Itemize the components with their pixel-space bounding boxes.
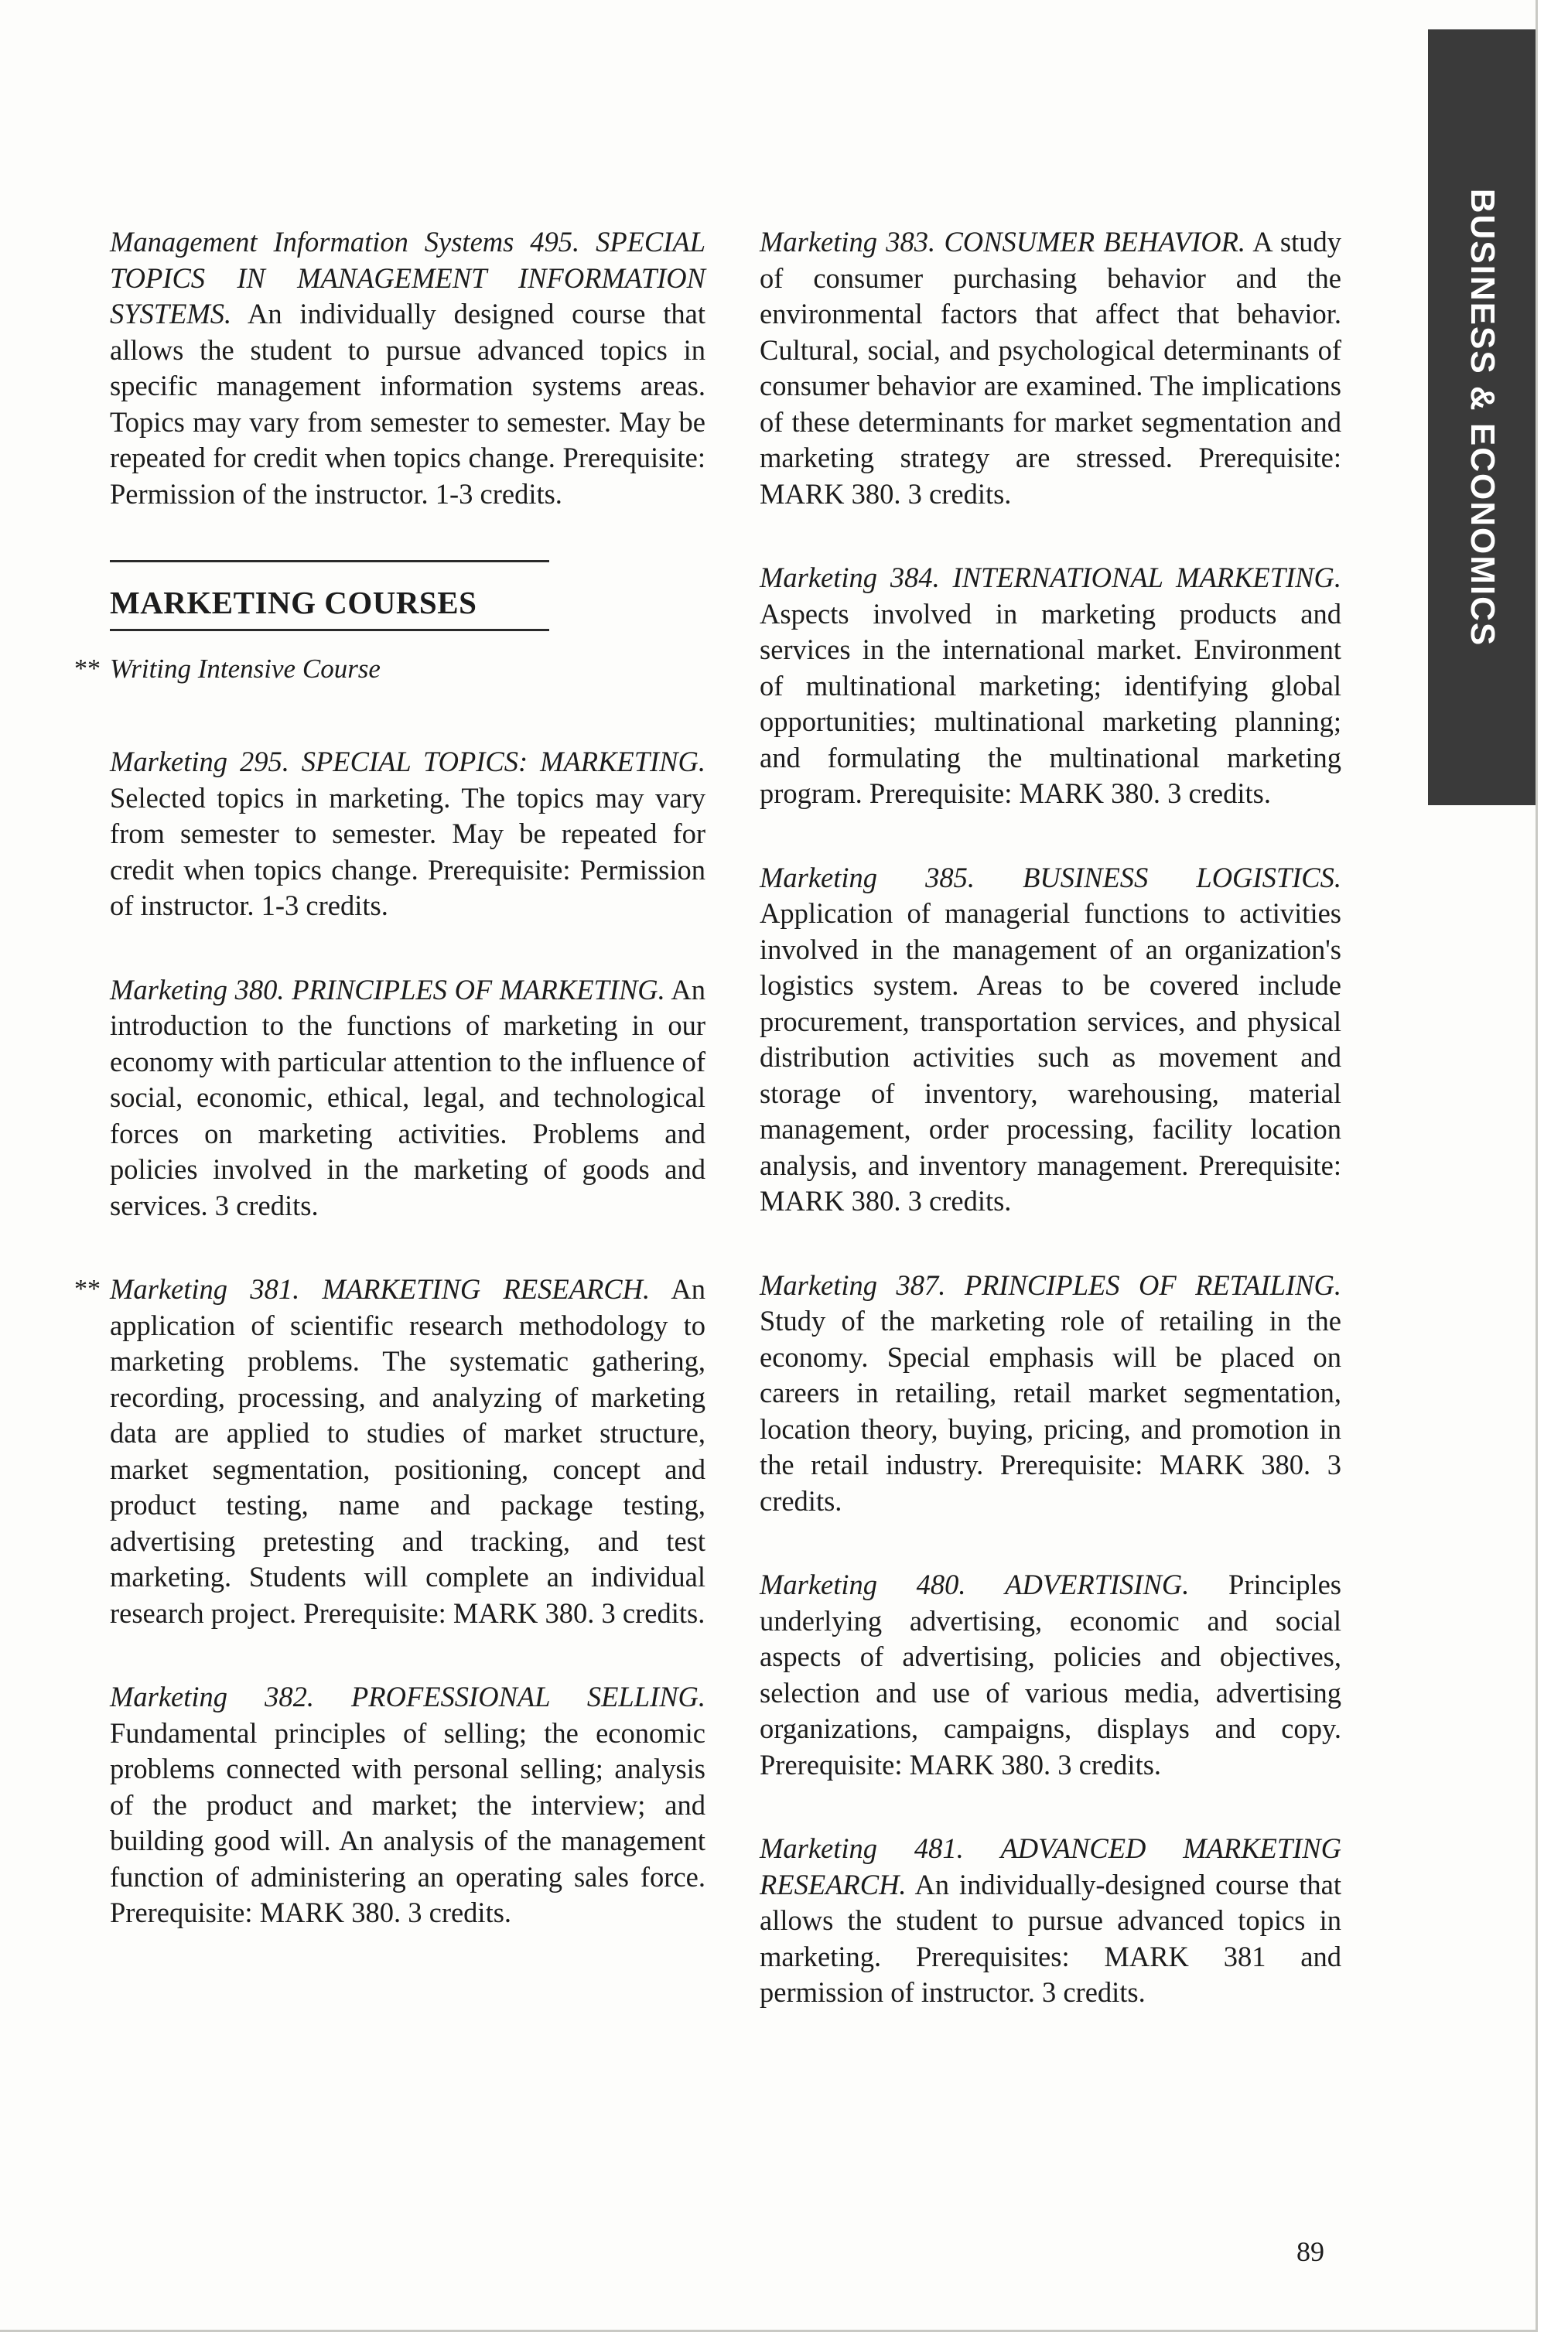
course-number: Marketing 383. xyxy=(760,226,936,258)
course-description: Application of managerial functions to activities involved in the management of an organization's logistics system. Areas to be covered include procurement, transportation services, and physical distribution activities such as movement and storage of inventory, warehousing, material management, order processing, facility location analysis, and inventory management. Prerequisite: MARK 380. 3 credits. xyxy=(760,897,1341,1217)
right-column xyxy=(760,224,1341,2059)
course-number: Marketing 387. xyxy=(760,1269,946,1301)
section-header xyxy=(110,560,549,631)
course-title: INTERNATIONAL MARKETING. xyxy=(952,562,1341,593)
course-description: A study of consumer purchasing behavior and the environmental factors that affect that behavior. Cultural, social, and psychological determinants of consumer behavior are examined. The implications of these determinants for market segmentation and marketing strategy are stressed. Prerequisite: MARK 380. 3 credits. xyxy=(760,226,1341,510)
course-title: PRINCIPLES OF MARKETING. xyxy=(292,973,665,1006)
page-number: 89 xyxy=(1296,2236,1324,2267)
double-asterisk-marker: ** xyxy=(74,654,101,683)
course-title: BUSINESS LOGISTICS. xyxy=(1023,861,1341,893)
course-description: Selected topics in marketing. The topics may vary from semester to semester. May be repeated for credit when topics change. Prerequisite: Permission of instructor. 1-3 credits. xyxy=(110,781,705,921)
course-entry-mark-382 xyxy=(110,1679,705,1931)
course-title: ADVERTISING. xyxy=(1005,1569,1190,1600)
course-title: SPECIAL TOPICS IN MANAGEMENT INFORMATION SYSTEMS. xyxy=(110,226,705,330)
course-description: An individually-designed course that allows the student to pursue advanced topics in marketing. Prerequisites: MARK 381 and permission of instructor. 3 credits. xyxy=(760,1868,1341,2008)
course-entry-mark-481 xyxy=(760,1831,1341,2011)
course-entry-mark-385 xyxy=(760,860,1341,1220)
course-description: An individually designed course that allows the student to pursue advanced topics in specific management information systems areas. Topics may vary from semester to semester. May be repeated for credit when topics change. Prerequisite: Permission of the instructor. 1-3 credits. xyxy=(110,298,705,510)
course-entry-mis-495 xyxy=(110,224,705,512)
course-number: Marketing 381. xyxy=(110,1273,300,1305)
course-entry-mark-384 xyxy=(760,560,1341,812)
course-description: An application of scientific research methodology to marketing problems. The systematic gathering, recording, processing, and analyzing of marketing data are applied to studies of market structure, market segmentation, positioning, concept and product testing, name and package testing, advertising pretesting and tracking, and test marketing. Students will complete an individual research project. Prerequisite: MARK 380. 3 credits. xyxy=(110,1273,705,1629)
course-title: ADVANCED MARKETING RESEARCH. xyxy=(760,1832,1341,1900)
course-description: Study of the marketing role of retailing in the economy. Special emphasis will be placed on careers in retailing, retail market segmentation, location theory, buying, pricing, and promotion in the retail industry. Prerequisite: MARK 380. 3 credits. xyxy=(760,1305,1341,1517)
course-entry-mark-381 xyxy=(74,1272,705,1631)
course-description: Aspects involved in marketing products and services in the international market. Environment of multinational marketing; identifying global opportunities; multinational marketing planning; and formulating the multinational marketing program. Prerequisite: MARK 380. 3 credits. xyxy=(760,597,1341,809)
double-asterisk-marker: ** xyxy=(74,1275,101,1303)
course-entry-mark-480 xyxy=(760,1567,1341,1783)
course-title: SPECIAL TOPICS: MARKETING. xyxy=(301,746,705,777)
section-thumb-tab xyxy=(1428,29,1536,805)
left-column xyxy=(74,224,706,1979)
course-title: MARKETING RESEARCH. xyxy=(322,1273,651,1305)
course-number: Management Information Systems 495. xyxy=(110,226,580,258)
course-number: Marketing 295. xyxy=(110,746,289,777)
course-description: Principles underlying advertising, economic and social aspects of advertising, policies and objectives, selection and use of various media, advertising organizations, campaigns, displays and copy. Prerequisite: MARK 380. 3 credits. xyxy=(760,1569,1342,1781)
course-description: An introduction to the functions of marketing in our economy with particular attention to the influence of social, economic, ethical, legal, and technological forces on marketing activities. Problems and policies involved in the marketing of goods and services. 3 credits. xyxy=(110,973,706,1221)
note-text: Writing Intensive Course xyxy=(110,654,381,684)
course-number: Marketing 480. xyxy=(760,1569,966,1600)
course-entry-mark-295 xyxy=(110,744,705,924)
course-entry-mark-383 xyxy=(760,224,1341,512)
writing-intensive-note xyxy=(74,651,705,687)
course-number: Marketing 385. xyxy=(760,861,975,893)
course-number: Marketing 382. xyxy=(110,1681,314,1712)
course-number: Marketing 380. xyxy=(110,973,285,1006)
course-title: PROFESSIONAL SELLING. xyxy=(351,1681,706,1712)
section-title: MARKETING COURSES xyxy=(110,585,477,620)
course-description: Fundamental principles of selling; the economic problems connected with personal selling; analysis of the product and market; the interview; and building good will. An analysis of the management function of administering an operating sales force. Prerequisite: MARK 380. 3 credits. xyxy=(110,1716,705,1928)
course-title: CONSUMER BEHAVIOR. xyxy=(944,226,1246,258)
section-tab-label: BUSINESS & ECONOMICS xyxy=(1463,188,1501,647)
course-number: Marketing 481. xyxy=(760,1832,964,1864)
course-entry-mark-380 xyxy=(110,972,705,1224)
course-entry-mark-387 xyxy=(760,1268,1341,1520)
course-title: PRINCIPLES OF RETAILING. xyxy=(964,1269,1341,1301)
course-number: Marketing 384. xyxy=(760,562,940,593)
